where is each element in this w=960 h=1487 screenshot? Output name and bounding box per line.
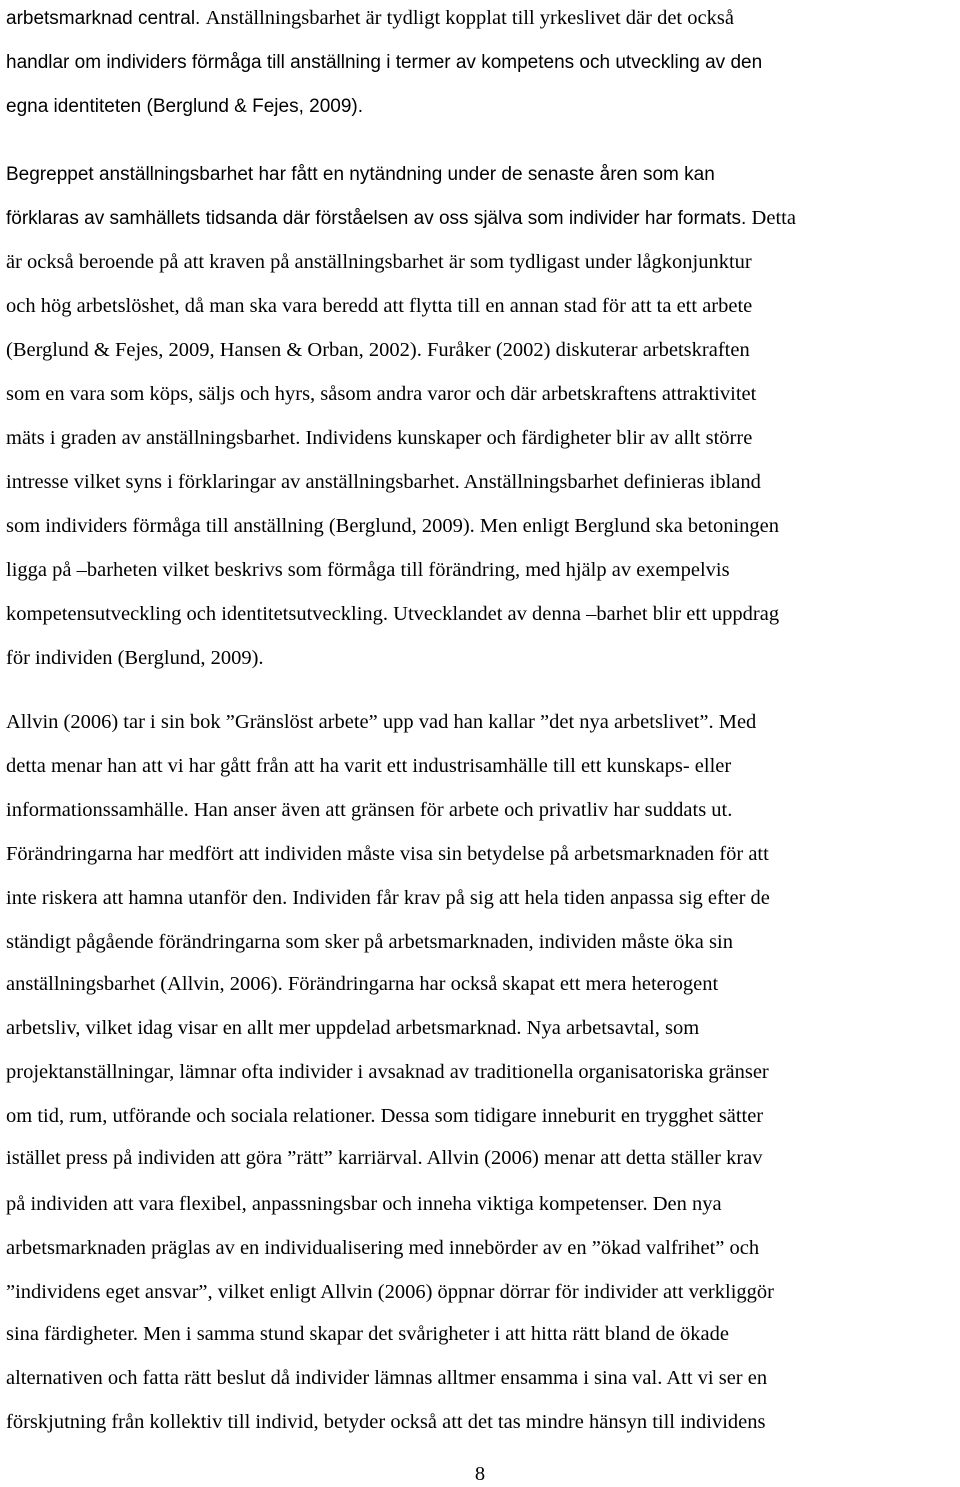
text-line	[6, 556, 730, 584]
text-segment: handlar om individers förmåga till anställning i termer av kompetens och utveckling av den	[6, 52, 763, 73]
text-segment: alternativen och fatta rätt beslut då individer lämnas alltmer ensamma i sina val. Att vi ser en	[6, 1367, 768, 1389]
text-segment: Detta	[751, 207, 796, 229]
text-segment: som individers förmåga till anställning (Berglund, 2009). Men enligt Berglund ska betoningen	[6, 515, 780, 537]
text-line	[6, 1364, 767, 1392]
text-line	[6, 512, 779, 540]
text-segment: om tid, rum, utförande och sociala relationer. Dessa som tidigare inneburit en trygghet sätter	[6, 1105, 764, 1127]
text-segment: är också beroende på att kraven på anställningsbarhet är som tydligast under lågkonjunktur	[6, 251, 752, 273]
text-segment: projektanställningar, lämnar ofta individer i avsaknad av traditionella organisatoriska gränser	[6, 1061, 769, 1083]
text-line	[6, 160, 715, 189]
text-line	[6, 1278, 774, 1306]
text-line	[6, 796, 732, 824]
text-line	[6, 1014, 699, 1042]
text-line	[6, 380, 756, 408]
text-line	[6, 1144, 763, 1172]
text-line	[6, 840, 769, 868]
text-line	[6, 1058, 769, 1086]
text-segment: och hög arbetslöshet, då man ska vara beredd att flytta till en annan stad för att ta ett arbete	[6, 295, 753, 317]
text-segment: Förändringarna har medfört att individen måste visa sin betydelse på arbetsmarknaden för att	[6, 843, 769, 865]
text-segment: detta menar han att vi har gått från att ha varit ett industrisamhälle till ett kunskaps- eller	[6, 755, 732, 777]
text-segment: ständigt pågående förändringarna som sker på arbetsmarknaden, individen måste öka sin	[6, 931, 733, 953]
text-segment: Begreppet anställningsbarhet har fått en nytändning under de senaste åren som kan	[6, 164, 715, 185]
text-segment: istället press på individen att göra ”rätt” karriärval. Allvin (2006) menar att detta ställer krav	[6, 1147, 763, 1169]
text-segment: anställningsbarhet (Allvin, 2006). Förändringarna har också skapat ett mera heterogent	[6, 973, 719, 995]
text-segment: intresse vilket syns i förklaringar av anställningsbarhet. Anställningsbarhet definieras ibland	[6, 471, 761, 493]
text-segment: sina färdigheter. Men i samma stund skapar det svårigheter i att hitta rätt bland de ökade	[6, 1323, 729, 1345]
text-segment: för individen (Berglund, 2009).	[6, 647, 264, 669]
text-line	[6, 424, 752, 452]
text-line	[6, 1320, 729, 1348]
text-line	[6, 644, 264, 672]
text-line	[6, 884, 770, 912]
text-segment: mäts i graden av anställningsbarhet. Individens kunskaper och färdigheter blir av allt större	[6, 427, 753, 449]
text-segment: förskjutning från kollektiv till individ, betyder också att det tas mindre hänsyn till individens	[6, 1411, 766, 1433]
text-line	[6, 292, 752, 320]
text-line	[6, 468, 761, 496]
text-line	[6, 1190, 722, 1218]
text-segment: ligga på –barheten vilket beskrivs som förmåga till förändring, med hjälp av exempelvis	[6, 559, 730, 581]
text-line	[6, 752, 731, 780]
text-segment: på individen att vara flexibel, anpassningsbar och inneha viktiga kompetenser. Den nya	[6, 1193, 722, 1215]
text-line	[6, 600, 779, 628]
text-line	[6, 92, 363, 121]
text-line	[6, 1102, 763, 1130]
text-segment: som en vara som köps, säljs och hyrs, såsom andra varor och där arbetskraftens attraktivitet	[6, 383, 757, 405]
text-segment: inte riskera att hamna utanför den. Individen får krav på sig att hela tiden anpassa sig efter de	[6, 887, 770, 909]
text-line	[6, 204, 796, 233]
text-segment: arbetsliv, vilket idag visar en allt mer uppdelad arbetsmarknad. Nya arbetsavtal, som	[6, 1017, 700, 1039]
text-segment: Anställningsbarhet är tydligt kopplat till yrkeslivet där det också	[205, 7, 734, 29]
text-segment: arbetsmarknad central.	[6, 8, 206, 29]
text-line	[6, 248, 752, 276]
text-segment: Allvin (2006) tar i sin bok ”Gränslöst arbete” upp vad han kallar ”det nya arbetslivet”. Med	[6, 711, 757, 733]
text-line	[6, 970, 718, 998]
text-line	[6, 1408, 766, 1436]
text-line	[6, 1234, 759, 1262]
page-number: 8	[474, 1463, 486, 1485]
text-segment: (Berglund & Fejes, 2009, Hansen & Orban, 2002). Furåker (2002) diskuterar arbetskraften	[6, 339, 750, 361]
text-segment: egna identiteten (Berglund & Fejes, 2009).	[6, 96, 364, 117]
text-line	[6, 928, 733, 956]
text-segment: kompetensutveckling och identitetsutveckling. Utvecklandet av denna –barhet blir ett uppdrag	[6, 603, 780, 625]
text-segment: arbetsmarknaden präglas av en individualisering med innebörder av en ”ökad valfrihet” och	[6, 1237, 760, 1259]
text-line	[6, 48, 762, 77]
text-line	[6, 4, 734, 33]
text-segment: informationssamhälle. Han anser även att gränsen för arbete och privatliv har suddats ut.	[6, 799, 733, 821]
text-line	[6, 708, 756, 736]
text-segment: förklaras av samhällets tidsanda där förståelsen av oss själva som individer har formats.	[6, 208, 752, 229]
text-segment: ”individens eget ansvar”, vilket enligt Allvin (2006) öppnar dörrar för individer att verkliggör	[6, 1281, 774, 1303]
text-line	[6, 336, 750, 364]
